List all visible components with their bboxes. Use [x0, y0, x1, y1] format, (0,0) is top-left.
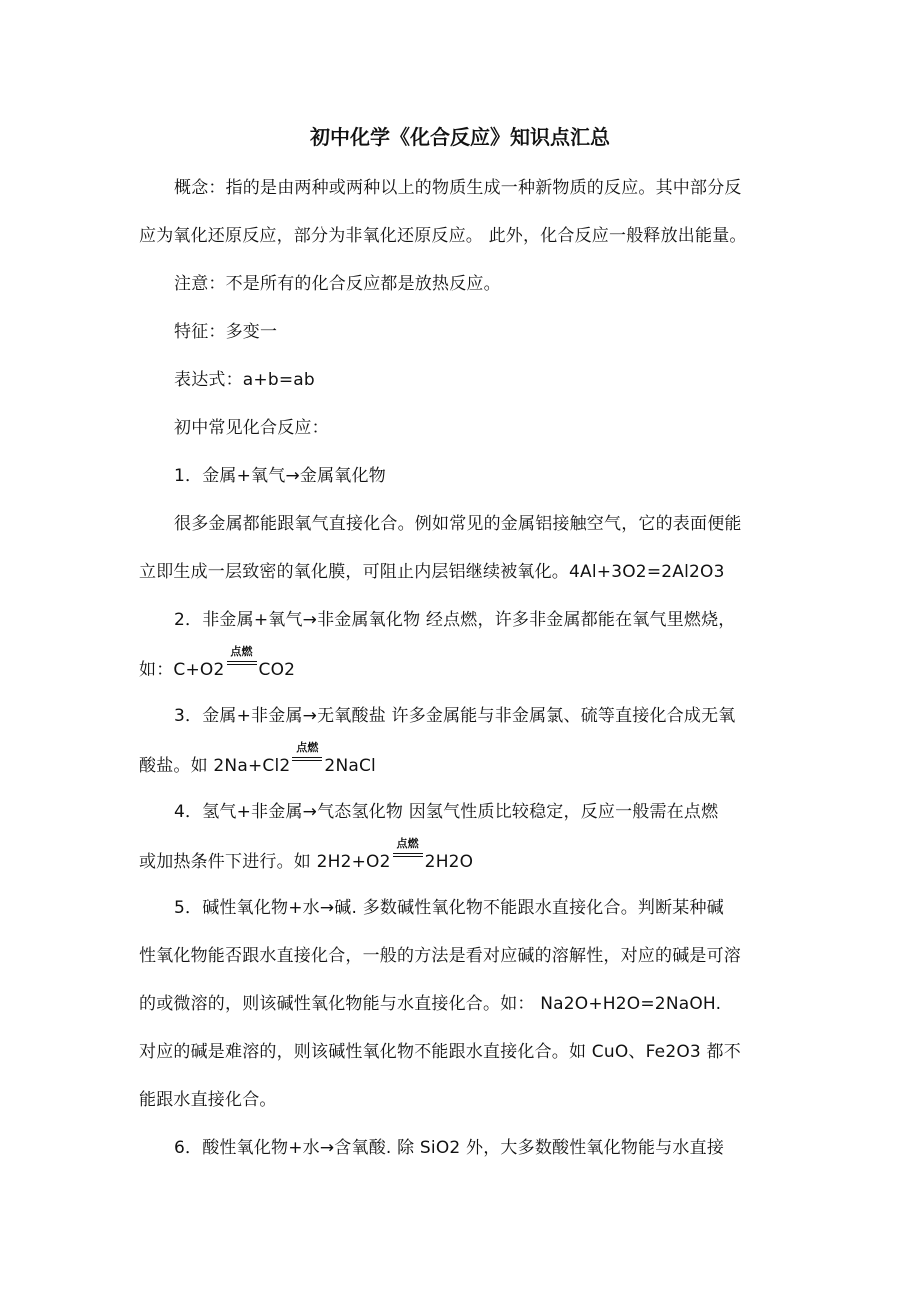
note-line: 注意：不是所有的化合反应都是放热反应。	[174, 274, 501, 294]
ignite-label: 点燃	[296, 741, 319, 754]
page-title: 初中化学《化合反应》知识点汇总	[310, 125, 610, 149]
item5-line-2: 性氧化物能否跟水直接化合，一般的方法是看对应碱的溶解性，对应的碱是可溶	[139, 946, 741, 966]
item3-line-2	[139, 741, 376, 779]
item4-line-2	[139, 837, 474, 875]
ignite-condition	[391, 837, 425, 867]
equal-bar-bottom	[227, 664, 257, 665]
feature-line: 特征：多变一	[174, 322, 278, 342]
item5-line-3: 的或微溶的，则该碱性氧化物能与水直接化合。如： Na2O+H2O=2NaOH.	[139, 994, 722, 1014]
ignite-label: 点燃	[396, 837, 419, 850]
equal-bar-top	[393, 853, 423, 854]
item3-equation-left: 酸盐。如 2Na+Cl2	[139, 756, 291, 776]
expression-line: 表达式：a+b=ab	[174, 370, 315, 390]
item5-line-4: 对应的碱是难溶的，则该碱性氧化物不能跟水直接化合。如 CuO、Fe2O3 都不	[139, 1042, 741, 1062]
ignite-condition	[290, 741, 324, 771]
equal-bar-top	[292, 757, 322, 758]
item4-line-1: 4．氢气+非金属→气态氢化物 因氢气性质比较稳定，反应一般需在点燃	[174, 802, 719, 822]
equal-bar-top	[227, 661, 257, 662]
concept-line-1: 概念：指的是由两种或两种以上的物质生成一种新物质的反应。其中部分反	[174, 178, 742, 198]
item2-line-1: 2．非金属+氧气→非金属氧化物 经点燃，许多非金属都能在氧气里燃烧，	[174, 610, 736, 630]
item5-line-1: 5．碱性氧化物+水→碱. 多数碱性氧化物不能跟水直接化合。判断某种碱	[174, 898, 724, 918]
common-intro-line: 初中常见化合反应：	[174, 418, 329, 438]
item5-line-5: 能跟水直接化合。	[139, 1090, 277, 1110]
equal-bar-bottom	[393, 856, 423, 857]
item2-equation-left: 如：C+O2	[139, 660, 225, 680]
item3-equation-right: 2NaCl	[324, 756, 376, 776]
equal-bar-bottom	[292, 760, 322, 761]
item2-line-2	[139, 645, 296, 683]
item2-equation-right: CO2	[258, 660, 296, 680]
ignite-label: 点燃	[230, 645, 253, 658]
item6-line-1: 6．酸性氧化物+水→含氧酸. 除 SiO2 外，大多数酸性氧化物能与水直接	[174, 1138, 725, 1158]
ignite-condition	[225, 645, 259, 675]
item4-equation-left: 或加热条件下进行。如 2H2+O2	[139, 852, 391, 872]
item1-line-1: 很多金属都能跟氧气直接化合。例如常见的金属铝接触空气，它的表面便能	[174, 514, 742, 534]
item3-line-1: 3．金属+非金属→无氧酸盐 许多金属能与非金属氯、硫等直接化合成无氧	[174, 706, 736, 726]
item1-heading: 1．金属+氧气→金属氧化物	[174, 466, 386, 486]
item1-line-2: 立即生成一层致密的氧化膜，可阻止内层铝继续被氧化。4Al+3O2=2Al2O3	[139, 562, 725, 582]
item4-equation-right: 2H2O	[424, 852, 474, 872]
concept-line-2: 应为氧化还原反应，部分为非氧化还原反应。 此外，化合反应一般释放出能量。	[139, 226, 747, 246]
